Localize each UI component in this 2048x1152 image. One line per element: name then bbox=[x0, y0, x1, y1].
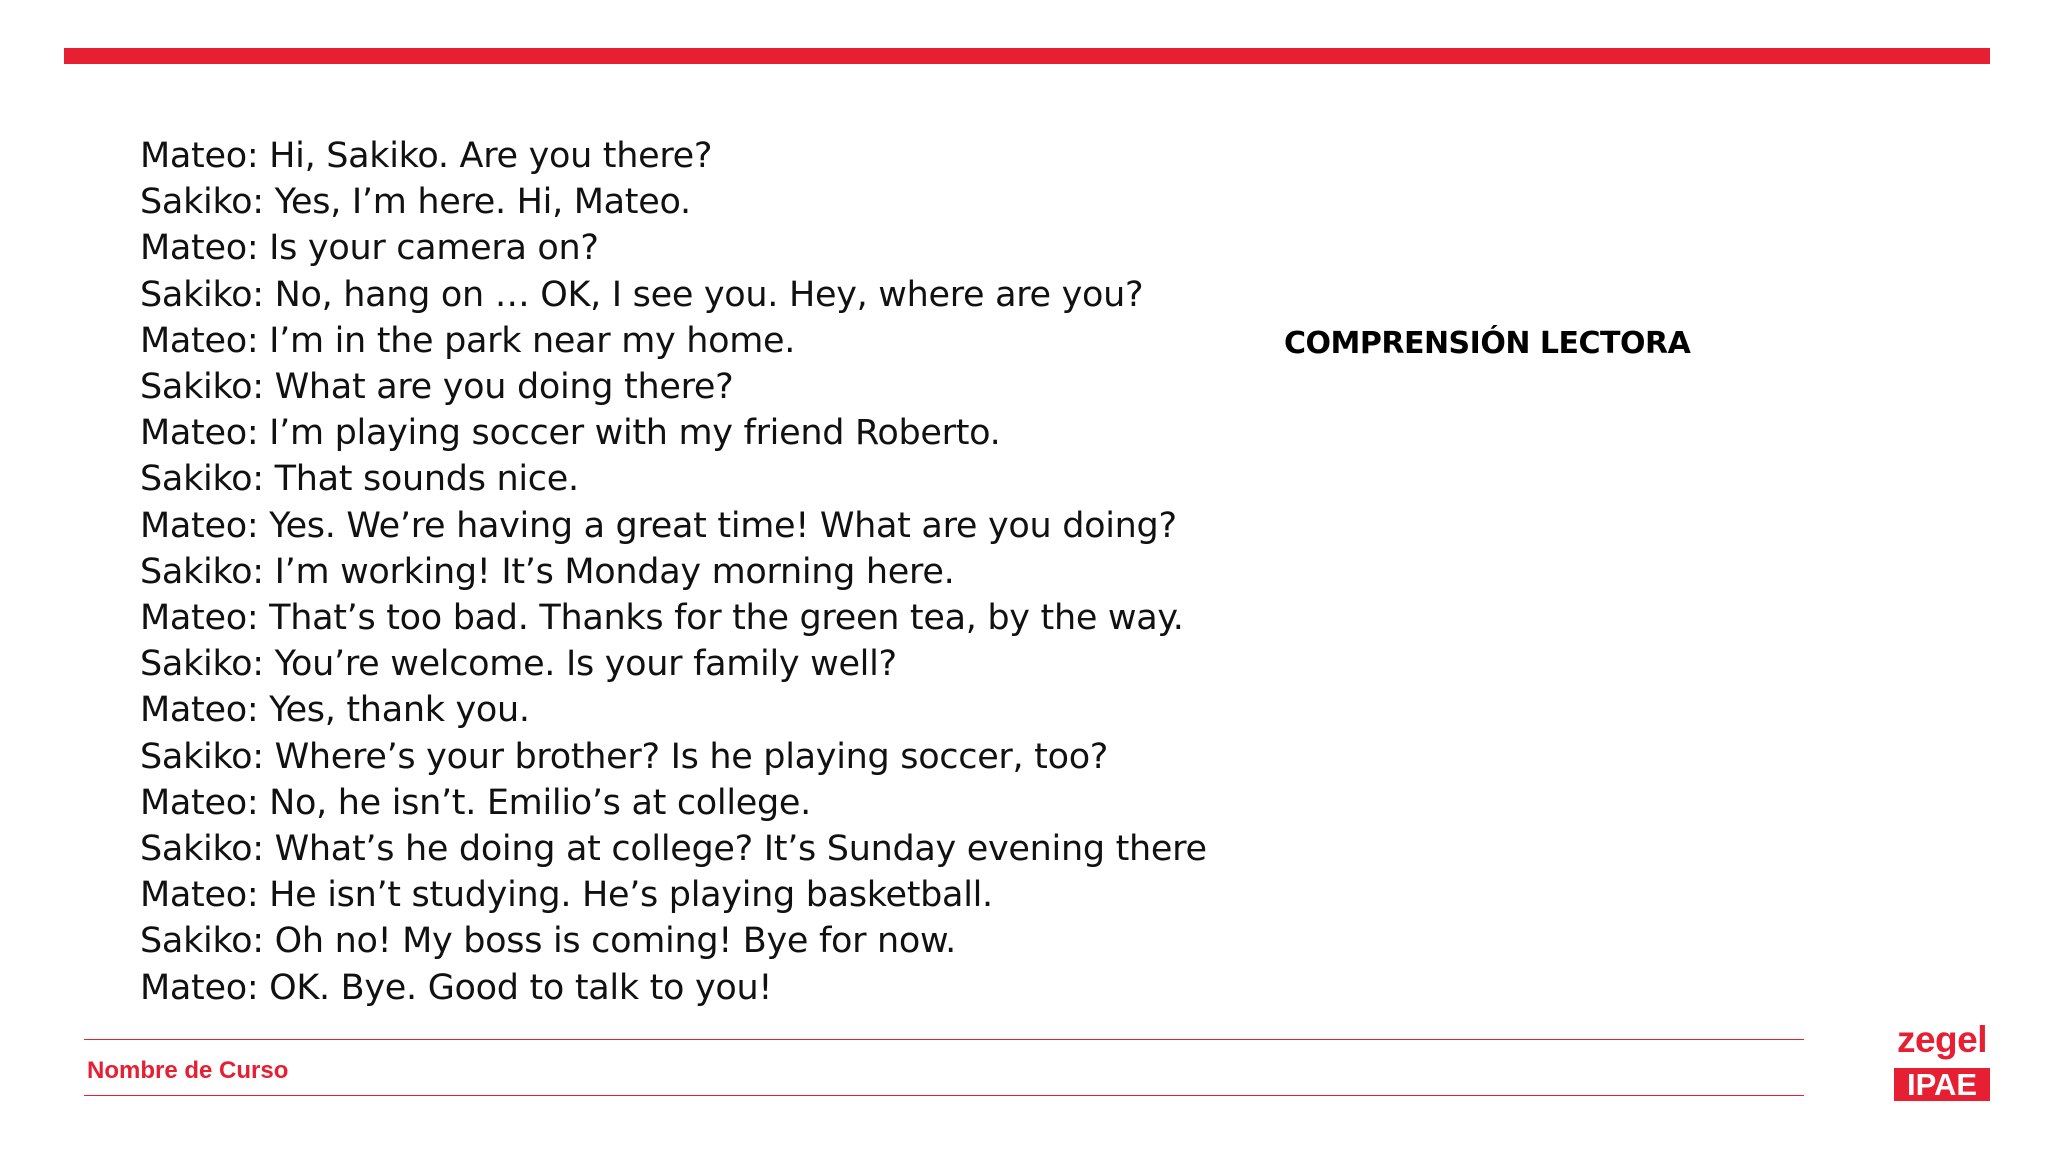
course-name: Nombre de Curso bbox=[87, 1057, 289, 1084]
dialogue-line: Sakiko: Yes, I’m here. Hi, Mateo. bbox=[140, 182, 691, 223]
dialogue-line: Mateo: I’m in the park near my home. bbox=[140, 320, 796, 361]
dialogue-line: Mateo: That’s too bad. Thanks for the green tea, by the way. bbox=[140, 598, 1184, 639]
dialogue-text bbox=[140, 133, 1240, 1011]
dialogue-line: Sakiko: That sounds nice. bbox=[140, 459, 579, 500]
dialogue-line: Sakiko: You’re welcome. Is your family well? bbox=[140, 644, 897, 685]
dialogue-line: Mateo: Is your camera on? bbox=[140, 228, 599, 269]
dialogue-line: Mateo: No, he isn’t. Emilio’s at college. bbox=[140, 782, 811, 823]
dialogue-line: Sakiko: What are you doing there? bbox=[140, 367, 734, 408]
logo-wordmark-top: zegel bbox=[1896, 1019, 1988, 1060]
dialogue-line: Mateo: I’m playing soccer with my friend Roberto. bbox=[140, 413, 1001, 454]
footer-divider-top bbox=[84, 1039, 1804, 1040]
dialogue-line: Mateo: OK. Bye. Good to talk to you! bbox=[140, 967, 773, 1008]
dialogue-line: Mateo: Yes. We’re having a great time! What are you doing? bbox=[140, 505, 1177, 546]
footer-divider-bottom bbox=[84, 1095, 1804, 1096]
top-accent-bar bbox=[64, 48, 1990, 64]
dialogue-line: Sakiko: No, hang on … OK, I see you. Hey, where are you? bbox=[140, 274, 1144, 315]
zegel-ipae-logo bbox=[1894, 1018, 1990, 1102]
dialogue-line: Mateo: He isn’t studying. He’s playing basketball. bbox=[140, 875, 993, 916]
dialogue-line: Sakiko: Where’s your brother? Is he playing soccer, too? bbox=[140, 736, 1109, 777]
dialogue-line: Mateo: Yes, thank you. bbox=[140, 690, 530, 731]
logo-wordmark-bottom: IPAE bbox=[1894, 1068, 1990, 1101]
dialogue-line: Sakiko: I’m working! It’s Monday morning here. bbox=[140, 551, 955, 592]
dialogue-line: Sakiko: What’s he doing at college? It’s Sunday evening there bbox=[140, 829, 1207, 870]
dialogue-line: Mateo: Hi, Sakiko. Are you there? bbox=[140, 136, 713, 176]
dialogue-line: Sakiko: Oh no! My boss is coming! Bye for now. bbox=[140, 921, 956, 962]
section-title: COMPRENSIÓN LECTORA bbox=[1284, 326, 1691, 361]
